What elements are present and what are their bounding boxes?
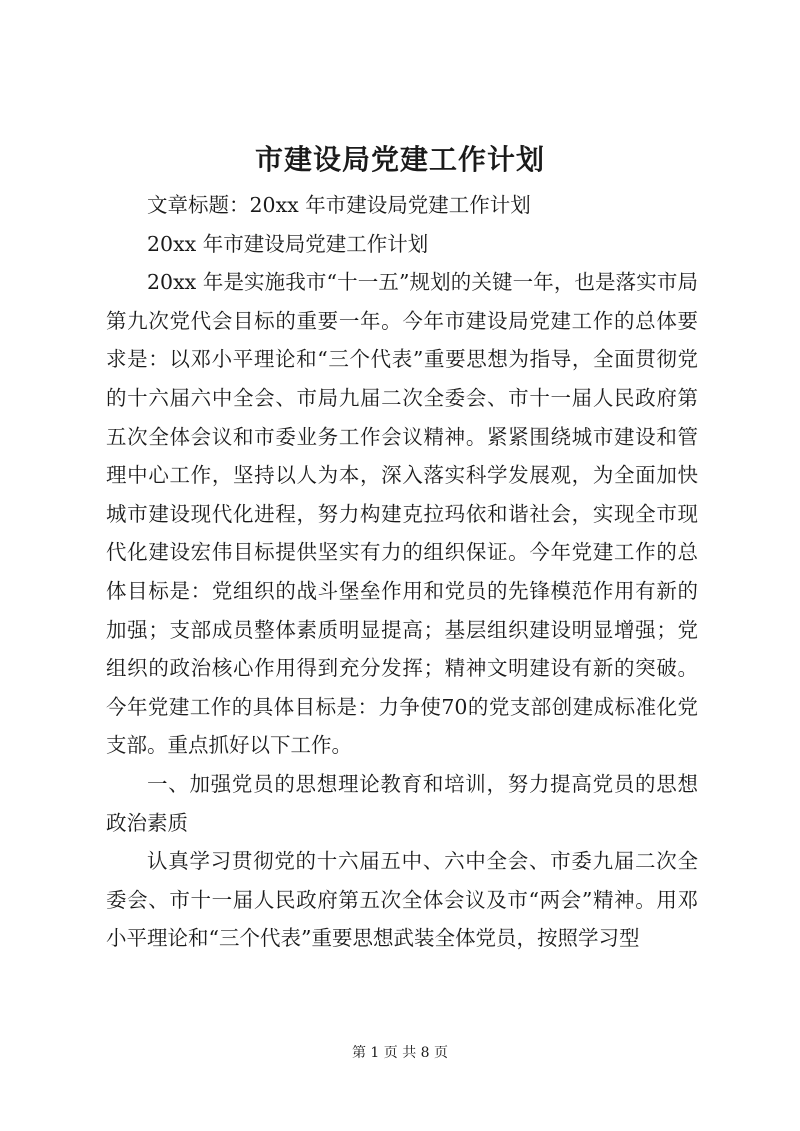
- document-title: 市建设局党建工作计划: [254, 143, 545, 176]
- article-heading-line: 文章标题：20xx 年市建设局党建工作计划: [147, 193, 531, 217]
- document-body: [106, 186, 698, 958]
- page-footer: 第 1 页 共 8 页: [351, 1045, 449, 1061]
- subtitle-line: 20xx 年市建设局党建工作计划: [147, 231, 429, 256]
- body-paragraph: 认真学习贯彻党的十六届五中、六中全会、市委九届二次全委会、市十一届人民政府第五次全体会议及市“两会”精神。用邓小平理论和“三个代表”重要思想武装全体党员，按照学习型: [106, 849, 698, 951]
- body-paragraph: 20xx 年是实施我市“十一五”规划的关键一年，也是落实市局第九次党代会目标的重要一年。今年市建设局党建工作的总体要求是：以邓小平理论和“三个代表”重要思想为指导，全面贯彻党的十六届六中全会、市局九届二次全委会、市十一届人民政府第五次全体会议和市委业务工作会议精神。紧紧围绕城市建设和管理中心工作，坚持以人为本，深入落实科学发展观，为全面加快城市建设现代化进程，努力构建克拉玛依和谐社会，实现全市现代化建设宏伟目标提供坚实有力的组织保证。今年党建工作的总体目标是：党组织的战斗堡垒作用和党员的先锋模范作用有新的加强；支部成员整体素质明显提高；基层组织建设明显增强；党组织的政治核心作用得到充分发挥；精神文明建设有新的突破。今年党建工作的具体目标是：力争使70的党支部创建成标准化党支部。重点抓好以下工作。: [106, 270, 698, 758]
- section-heading: 一、加强党员的思想理论教育和培训，努力提高党员的思想政治素质: [106, 771, 698, 835]
